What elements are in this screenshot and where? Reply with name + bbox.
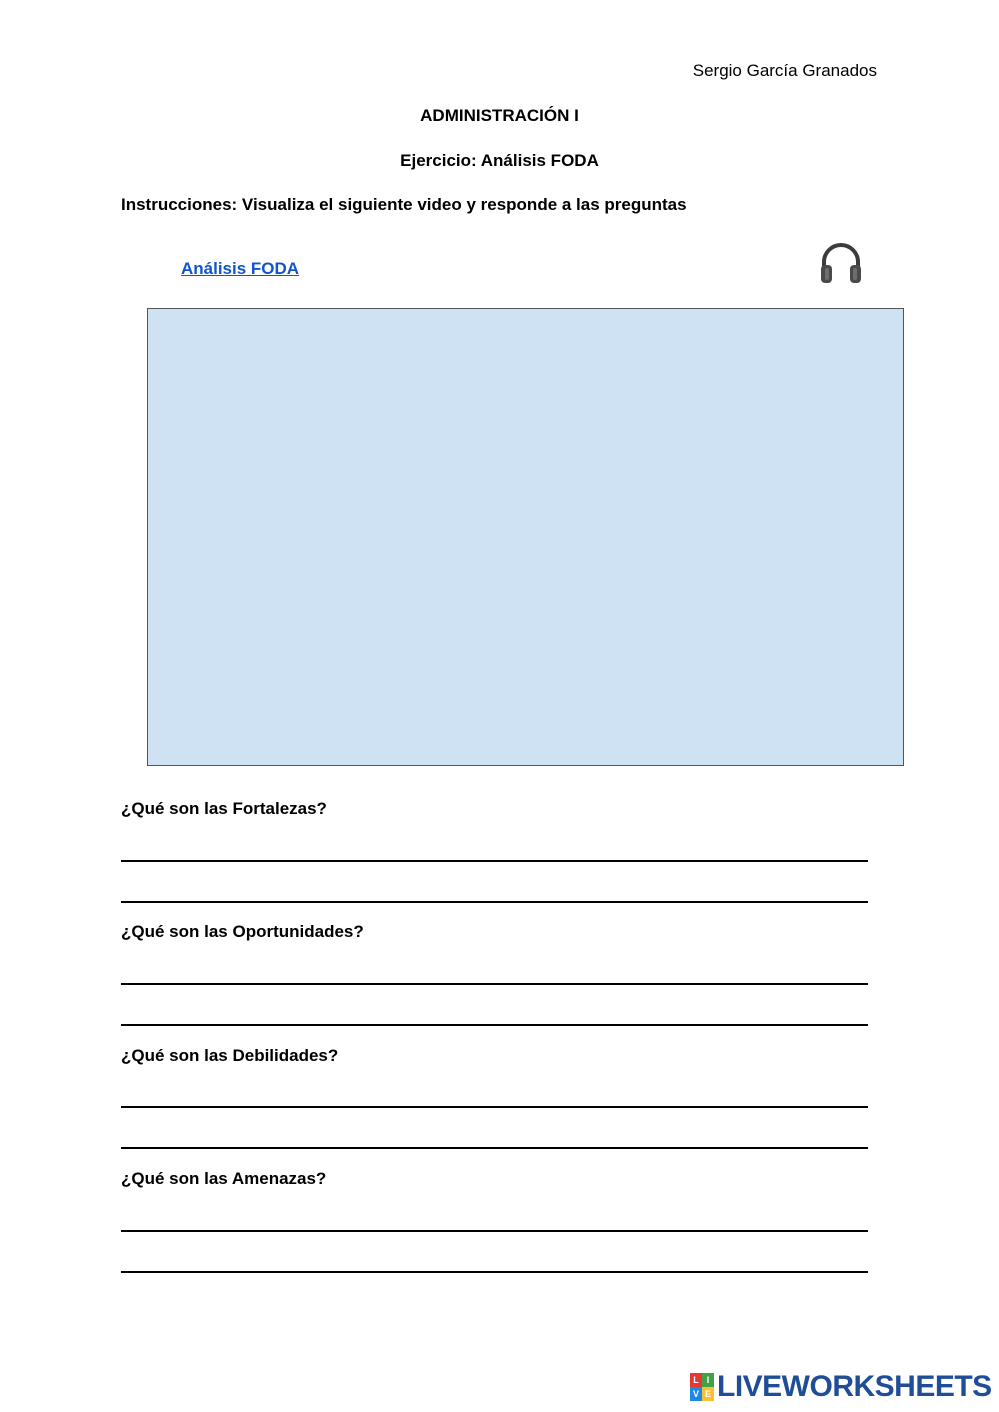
question-oportunidades: ¿Qué son las Oportunidades?: [121, 922, 364, 941]
badge-letter: V: [690, 1387, 702, 1401]
answer-oportunidades-2[interactable]: [121, 1002, 868, 1026]
video-link[interactable]: Análisis FODA: [181, 259, 300, 278]
question-debilidades: ¿Qué son las Debilidades?: [121, 1046, 339, 1065]
answer-debilidades-1[interactable]: [121, 1084, 868, 1108]
answer-fortalezas-2[interactable]: [121, 879, 868, 903]
logo-badge-icon: [690, 1373, 714, 1401]
author-name: Sergio García Granados: [692, 61, 877, 80]
badge-letter: E: [702, 1387, 714, 1401]
answer-amenazas-2[interactable]: [121, 1249, 868, 1273]
answer-amenazas-1[interactable]: [121, 1208, 868, 1232]
answer-fortalezas-1[interactable]: [121, 838, 868, 862]
video-embed[interactable]: [147, 308, 904, 766]
answer-oportunidades-1[interactable]: [121, 961, 868, 985]
brand-name: LIVEWORKSHEETS: [717, 1370, 992, 1403]
question-amenazas: ¿Qué son las Amenazas?: [121, 1169, 327, 1188]
question-fortalezas: ¿Qué son las Fortalezas?: [121, 799, 327, 818]
answer-debilidades-2[interactable]: [121, 1125, 868, 1149]
liveworksheets-logo: [690, 1370, 992, 1404]
instructions-text: Instrucciones: Visualiza el siguiente video y responde a las preguntas: [121, 195, 687, 214]
badge-letter: L: [690, 1373, 702, 1387]
badge-letter: I: [702, 1373, 714, 1387]
headphones-icon[interactable]: [816, 238, 866, 288]
exercise-title: Ejercicio: Análisis FODA: [400, 151, 599, 170]
subject-title: ADMINISTRACIÓN I: [420, 106, 579, 125]
